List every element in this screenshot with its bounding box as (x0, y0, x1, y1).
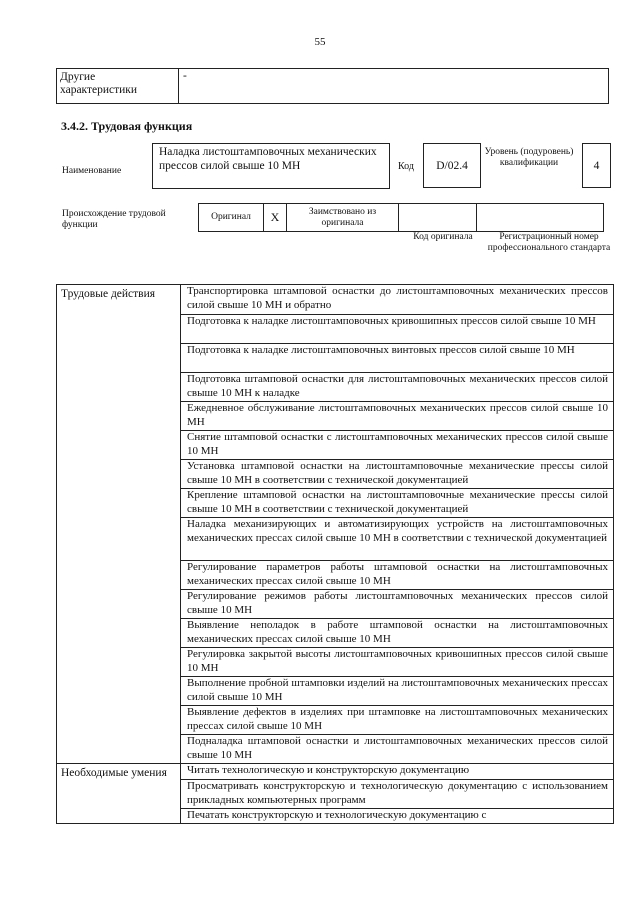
labor-action-item: Подготовка к наладке листоштамповочных винтовых прессов силой свыше 10 МН (181, 344, 614, 373)
page-number: 55 (314, 36, 326, 48)
labor-action-item: Регулирование параметров работы штамповой оснастки на листоштамповочных механических прессах силой свыше 10 МН (181, 561, 614, 590)
other-characteristics-label: Другие характеристики (57, 69, 179, 104)
skill-item: Просматривать конструкторскую и технологическую документацию с использованием прикладных компьютерных программ (181, 780, 614, 809)
skill-item: Читать технологическую и конструкторскую документацию (181, 764, 614, 780)
labor-action-item: Выполнение пробной штамповки изделий на листоштамповочных механических прессах силой свыше 10 МН (181, 677, 614, 706)
other-characteristics-value: - (179, 69, 609, 104)
name-label: Наименование (62, 166, 122, 176)
labor-action-item: Ежедневное обслуживание листоштамповочных механических прессов силой свыше 10 МН (181, 402, 614, 431)
labor-action-item: Подготовка к наладке листоштамповочных кривошипных прессов силой свыше 10 МН (181, 315, 614, 344)
origin-mark: X (264, 204, 287, 232)
reg-number-label: Регистрационный номер профессионального стандарта (487, 232, 611, 253)
labor-action-item: Подготовка штамповой оснастки для листоштамповочных механических прессов силой свыше 10 МН к наладке (181, 373, 614, 402)
origin-code-cell (399, 204, 477, 232)
skills-label: Необходимые умения (57, 764, 181, 824)
section-heading: 3.4.2. Трудовая функция (61, 119, 193, 133)
qualification-level: 4 (582, 143, 611, 188)
function-code: D/02.4 (423, 143, 481, 188)
labor-action-item: Снятие штамповой оснастки с листоштамповочных механических прессов силой свыше 10 МН (181, 431, 614, 460)
labor-action-item: Крепление штамповой оснастки на листоштамповочные механические прессы силой свыше 10 МН в соответствии с технической документацией (181, 489, 614, 518)
skill-row (57, 764, 614, 780)
origin-original: Оригинал (199, 204, 264, 232)
code-label: Код (398, 161, 414, 172)
origin-label: Происхождение трудовой функции (62, 209, 166, 230)
labor-action-item: Транспортировка штамповой оснастки до листоштамповочных механических прессов силой свыше 10 МН и обратно (181, 285, 614, 315)
origin-table (198, 203, 604, 232)
labor-action-item: Наладка механизирующих и автоматизирующих устройств на листоштамповочных механических прессах силой свыше 10 МН в соответствии с технической документацией (181, 518, 614, 561)
function-name: Наладка листоштамповочных механических прессов силой свыше 10 МН (152, 143, 390, 189)
level-label: Уровень (подуровень) квалификации (484, 147, 574, 168)
origin-borrowed: Заимствовано из оригинала (287, 204, 399, 232)
origin-reg-cell (477, 204, 604, 232)
labor-action-item: Подналадка штамповой оснастки и листоштамповочных механических прессов силой свыше 10 МН (181, 735, 614, 764)
labor-action-item: Выявление неполадок в работе штамповой оснастки на листоштамповочных механических прессах силой свыше 10 МН (181, 619, 614, 648)
labor-action-item: Регулирование режимов работы листоштамповочных механических прессов силой свыше 10 МН (181, 590, 614, 619)
labor-action-item: Установка штамповой оснастки на листоштамповочные механические прессы силой свыше 10 МН в соответствии с технической документацией (181, 460, 614, 489)
skill-item: Печатать конструкторскую и технологическую документацию с (181, 809, 614, 824)
labor-actions-label: Трудовые действия (57, 285, 181, 764)
other-characteristics-table (56, 68, 609, 104)
code-original-label: Код оригинала (413, 232, 473, 242)
labor-action-row (57, 285, 614, 315)
labor-action-item: Регулировка закрытой высоты листоштамповочных кривошипных прессов силой свыше 10 МН (181, 648, 614, 677)
function-details-table (56, 284, 614, 824)
labor-action-item: Выявление дефектов в изделиях при штамповке на листоштамповочных механических прессах силой свыше 10 МН (181, 706, 614, 735)
